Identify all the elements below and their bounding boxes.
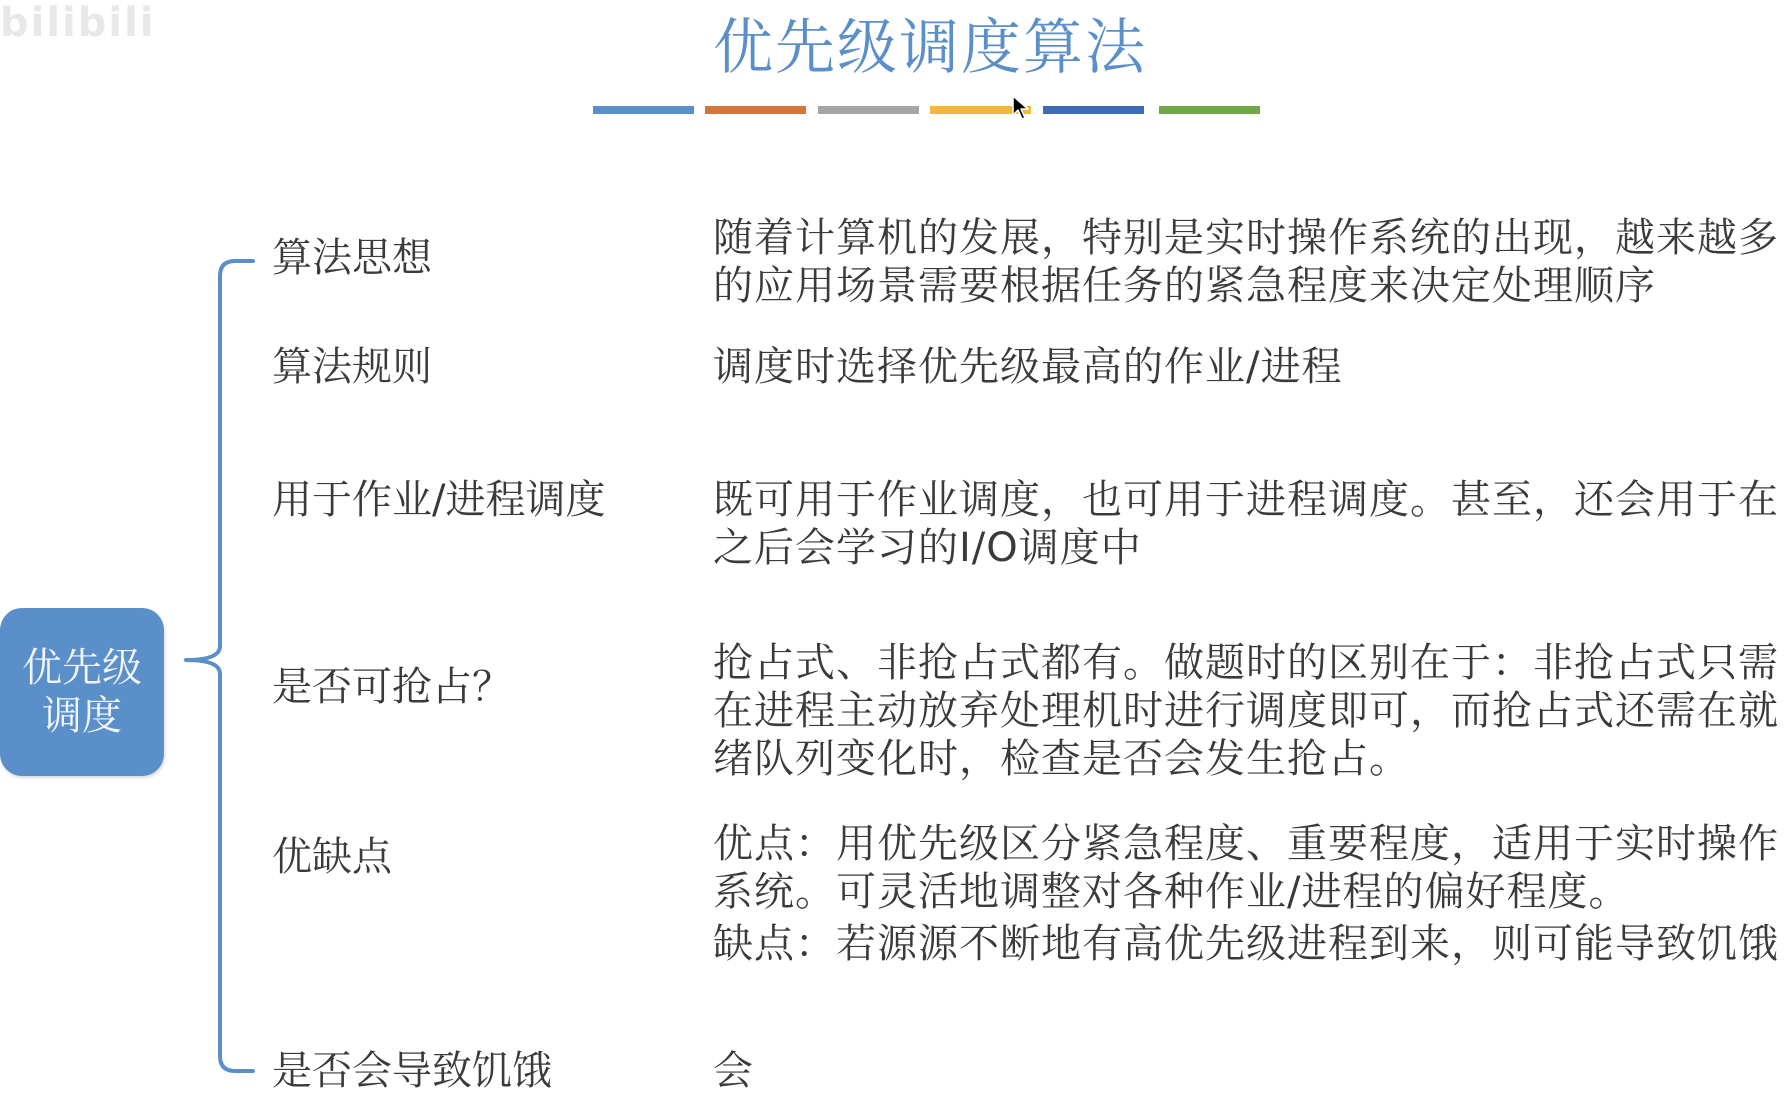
root-node-label: 优先级调度 bbox=[22, 645, 142, 739]
row-desc-starvation: 会 bbox=[713, 1048, 754, 1094]
color-bar-2 bbox=[705, 106, 806, 114]
row-desc-rule: 调度时选择优先级最高的作业/进程 bbox=[713, 344, 1343, 390]
row-desc-idea: 随着计算机的发展，特别是实时操作系统的出现，越来越多的应用场景需要根据任务的紧急程度来决定处理顺序 bbox=[713, 215, 1779, 309]
watermark-logo: bilibili bbox=[0, 0, 156, 46]
row-label-pros-cons: 优缺点 bbox=[272, 834, 392, 880]
row-desc-preemptive: 抢占式、非抢占式都有。做题时的区别在于：非抢占式只需在进程主动放弃处理机时进行调度即可，而抢占式还需在就绪队列变化时，检查是否会发生抢占。 bbox=[713, 640, 1779, 782]
row-desc-pros: 优点：用优先级区分紧急程度、重要程度，适用于实时操作系统。可灵活地调整对各种作业/进程的偏好程度。 bbox=[713, 821, 1779, 915]
row-label-idea: 算法思想 bbox=[272, 235, 432, 281]
row-desc-cons: 缺点：若源源不断地有高优先级进程到来，则可能导致饥饿 bbox=[713, 921, 1779, 967]
page-title: 优先级调度算法 bbox=[713, 13, 1147, 83]
root-node bbox=[0, 608, 164, 776]
color-bar-3 bbox=[818, 106, 919, 114]
mouse-cursor-icon bbox=[1012, 95, 1030, 121]
mindmap-bracket bbox=[182, 258, 262, 1078]
row-label-rule: 算法规则 bbox=[272, 344, 432, 390]
color-bar-5 bbox=[1043, 106, 1144, 114]
row-label-usage: 用于作业/进程调度 bbox=[272, 477, 606, 523]
row-label-preemptive: 是否可抢占？ bbox=[272, 664, 512, 710]
color-bar-1 bbox=[593, 106, 694, 114]
color-bar-6 bbox=[1159, 106, 1260, 114]
row-label-starvation: 是否会导致饥饿 bbox=[272, 1048, 552, 1094]
row-desc-usage: 既可用于作业调度，也可用于进程调度。甚至，还会用于在之后会学习的I/O调度中 bbox=[713, 477, 1779, 571]
